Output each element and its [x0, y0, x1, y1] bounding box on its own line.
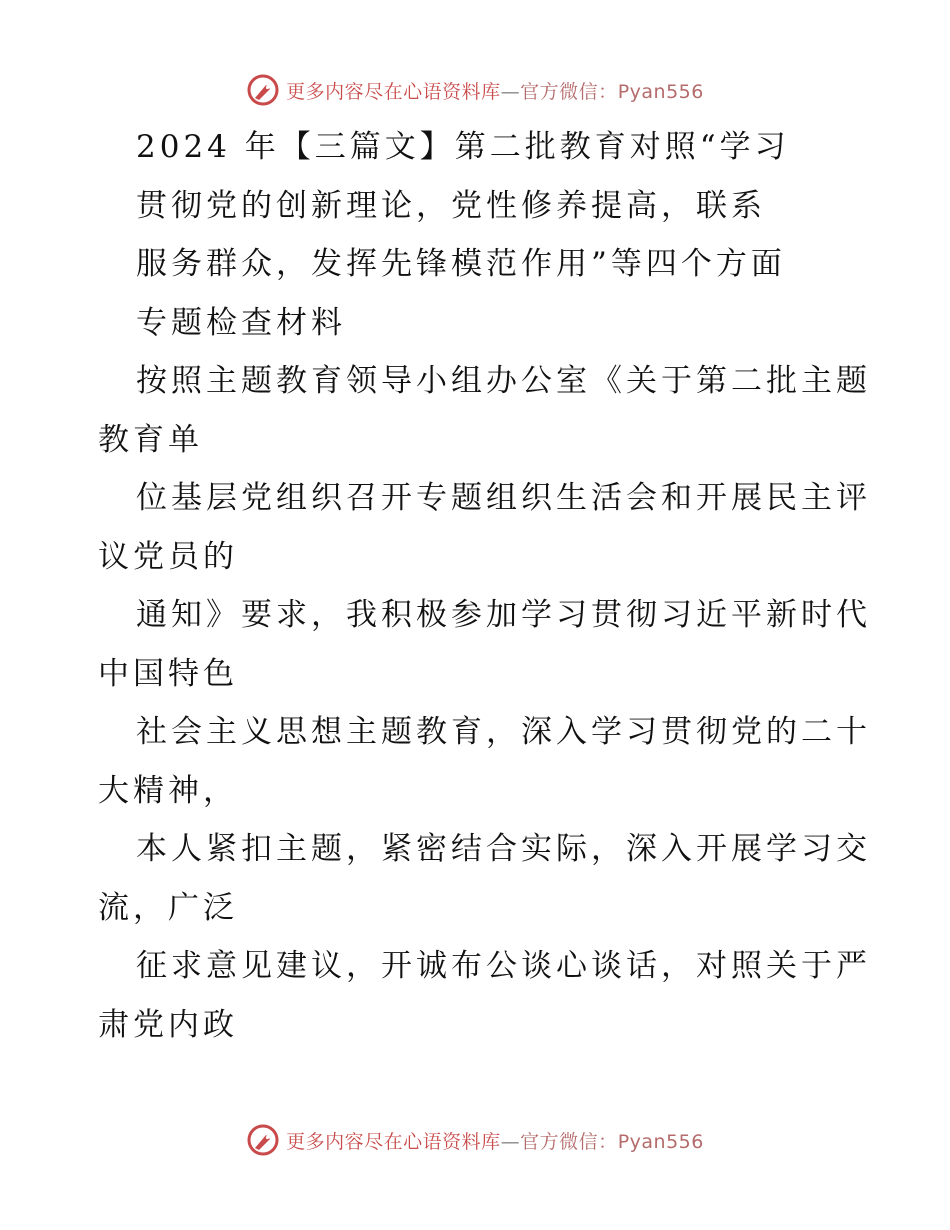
paragraph-line: 位基层党组织召开专题组织生活会和开展民主评	[136, 480, 871, 516]
document-title-line: 专题检查材料	[136, 304, 346, 341]
paragraph-line: 社会主义思想主题教育，深入学习贯彻党的二十	[136, 714, 871, 750]
paragraph-line: 通知》要求，我积极参加学习贯彻习近平新时代	[136, 597, 871, 633]
watermark-separator: —	[500, 1130, 521, 1153]
watermark-contact-id: Pyan556	[617, 1130, 704, 1153]
pen-nib-circle-icon	[246, 73, 280, 107]
pen-nib-circle-icon	[246, 1123, 280, 1157]
document-title-line: 2024 年【三篇文】第二批教育对照“学习	[136, 129, 790, 165]
watermark-contact-label: 官方微信：	[520, 1130, 618, 1153]
header-watermark	[0, 70, 950, 110]
watermark-text	[286, 1127, 704, 1154]
watermark-separator: —	[500, 80, 521, 103]
paragraph-line: 中国特色	[98, 655, 238, 692]
document-title-line: 贯彻党的创新理论，党性修养提高，联系	[136, 187, 766, 224]
footer-watermark	[0, 1120, 950, 1160]
document-body	[0, 118, 950, 1054]
paragraph-line: 大精神，	[98, 772, 238, 809]
paragraph-line: 议党员的	[98, 538, 238, 575]
document-title-line: 服务群众，发挥先锋模范作用”等四个方面	[136, 246, 786, 282]
watermark-contact-label: 官方微信：	[520, 80, 618, 103]
watermark-text	[286, 77, 704, 104]
paragraph-line: 教育单	[98, 421, 203, 458]
paragraph-line: 征求意见建议，开诚布公谈心谈话，对照关于严	[136, 948, 871, 984]
paragraph-line: 流，广泛	[98, 889, 238, 926]
paragraph-line: 按照主题教育领导小组办公室《关于第二批主题	[136, 363, 871, 399]
watermark-site-text: 更多内容尽在心语资料库	[286, 1130, 501, 1153]
watermark-contact-id: Pyan556	[617, 80, 704, 103]
watermark-site-text: 更多内容尽在心语资料库	[286, 80, 501, 103]
paragraph-line: 肃党内政	[98, 1006, 238, 1043]
paragraph-line: 本人紧扣主题，紧密结合实际，深入开展学习交	[136, 831, 871, 867]
